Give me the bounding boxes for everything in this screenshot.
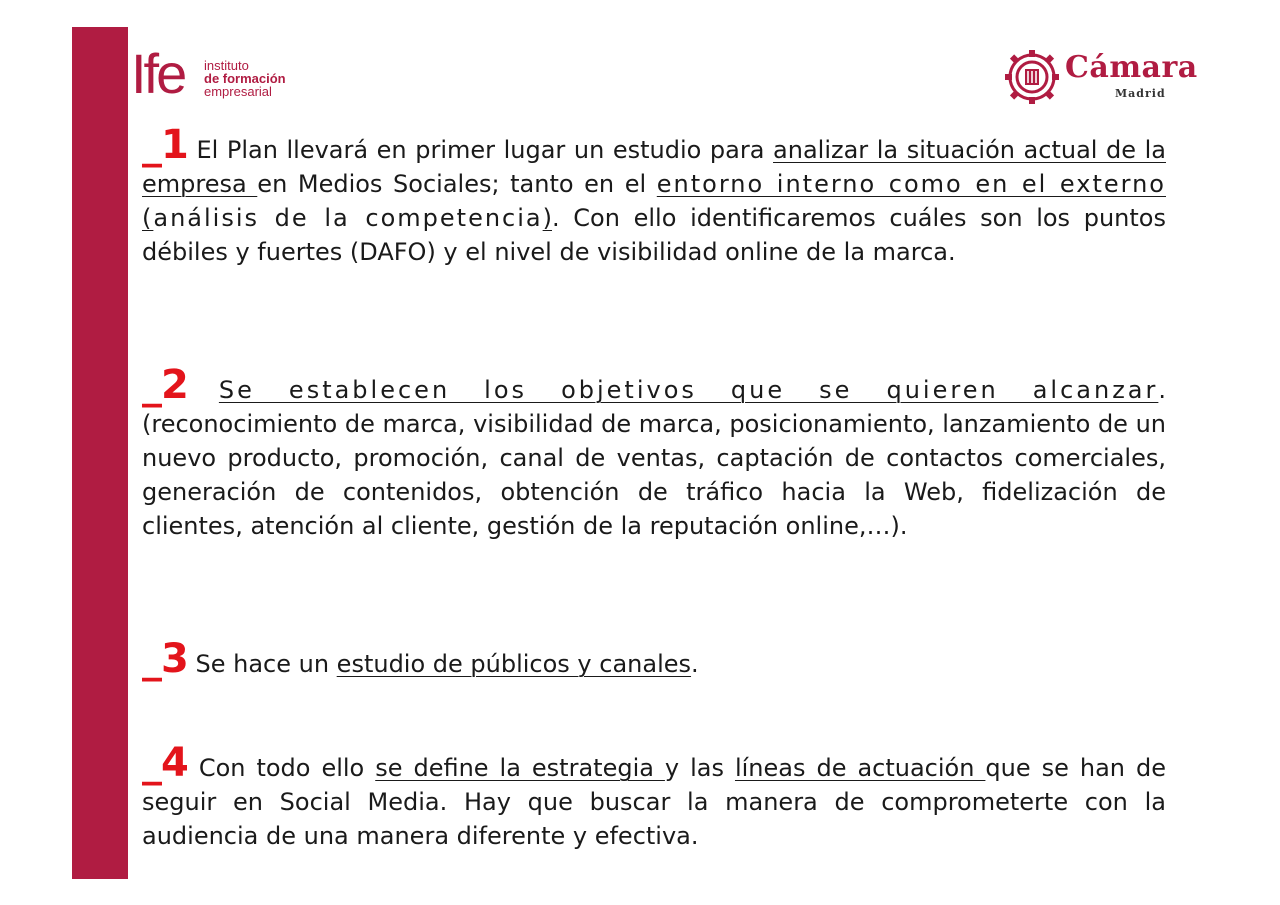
camara-madrid-logo xyxy=(1003,48,1198,106)
underlined-text: entorno interno como en el externo ( xyxy=(142,170,1166,232)
camara-logo-city: Madrid xyxy=(1115,87,1166,100)
point-4 xyxy=(142,740,1166,853)
point-number: _1 xyxy=(142,122,188,168)
underlined-text: estudio de públicos y canales xyxy=(336,650,692,678)
point-text: que se han de seguir en Social Media. Hay que buscar la manera de comprometerte con la audiencia de una manera diferente y efectiva. xyxy=(142,754,1166,850)
point-text: Con todo ello xyxy=(198,754,376,782)
camara-logo-name: Cámara xyxy=(1065,50,1198,85)
point-number: _3 xyxy=(142,636,188,682)
point-number: _4 xyxy=(142,740,188,786)
underlined-text: se define la estrategia xyxy=(375,754,665,782)
ife-logo-mark: Ife xyxy=(131,42,185,105)
point-text: análisis de la competencia xyxy=(153,204,543,232)
underlined-text: líneas de actuación xyxy=(734,754,986,782)
side-accent-bar xyxy=(72,27,128,879)
underlined-text: ) xyxy=(542,204,552,232)
point-text: . xyxy=(691,650,699,678)
underlined-text: analizar la situación actual de la empresa xyxy=(142,136,1166,198)
point-number: _2 xyxy=(142,362,188,408)
ife-logo-line1: instituto xyxy=(204,58,249,73)
ife-logo-line3: empresarial xyxy=(204,84,272,99)
point-1 xyxy=(142,122,1166,269)
ife-logo-line2: de formación xyxy=(204,71,286,86)
point-text: . Con ello identificaremos cuáles son los puntos débiles y fuertes (DAFO) y el nivel de visibilidad online de la marca. xyxy=(142,204,1166,266)
ife-logo-text xyxy=(204,59,286,98)
gear-seal-icon xyxy=(1003,48,1061,106)
point-text: . (reconocimiento de marca, visibilidad de marca, posicionamiento, lanzamiento de un nuevo producto, promoción, canal de ventas, captación de contactos comerciales, generación de contenidos, obtención de tráfico hacia la Web, fidelización de clientes, atención al cliente, gestión de la reputación online,…). xyxy=(142,376,1167,540)
point-text: y las xyxy=(664,754,735,782)
point-text: Se hace un xyxy=(195,650,337,678)
point-text: El Plan llevará en primer lugar un estudio para xyxy=(196,136,774,164)
point-3 xyxy=(142,636,1166,682)
point-text: en Medios Sociales; tanto en el xyxy=(257,170,657,198)
point-2 xyxy=(142,362,1167,543)
underlined-text: Se establecen los objetivos que se quieren alcanzar xyxy=(218,376,1159,404)
